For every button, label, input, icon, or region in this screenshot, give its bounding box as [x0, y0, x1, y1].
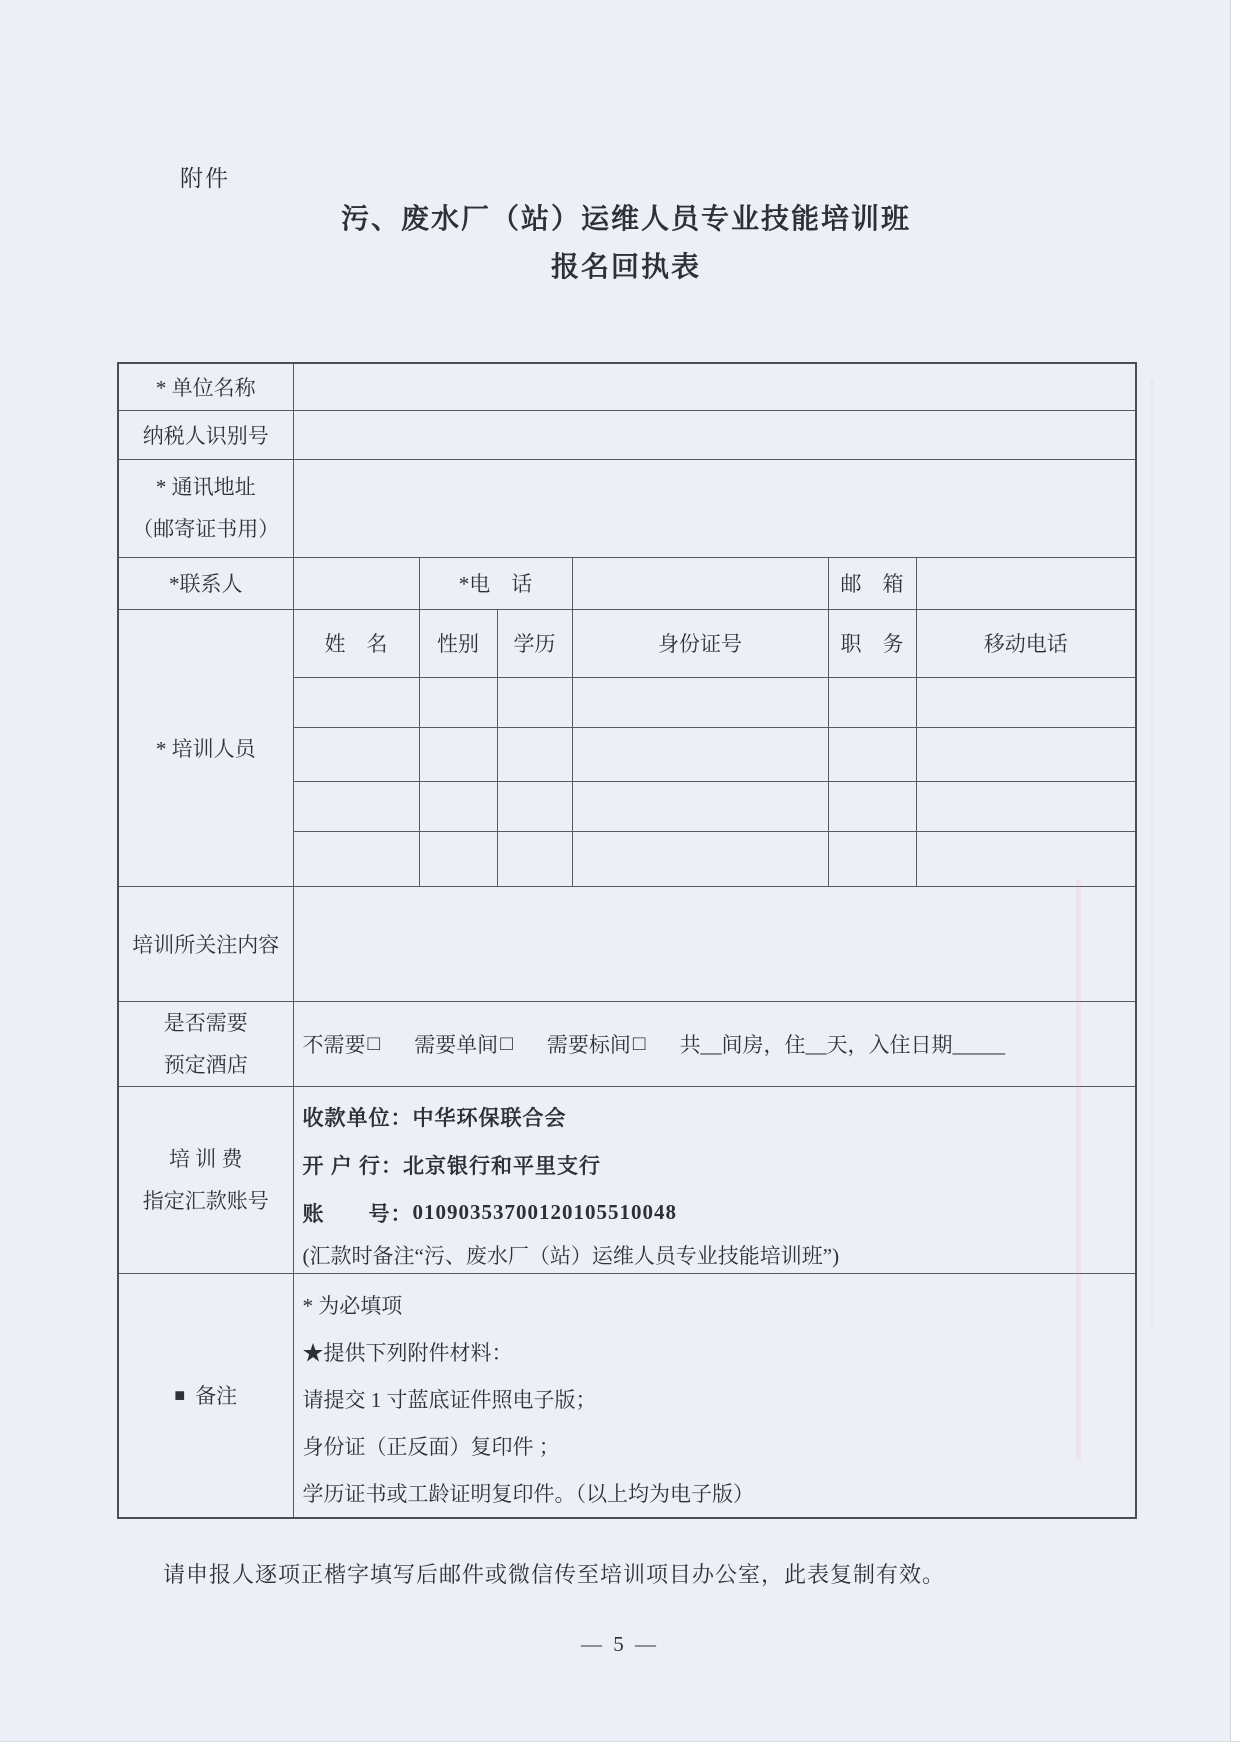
trainee-cell — [828, 727, 916, 781]
trainee-cell — [293, 831, 419, 886]
fee-label-line2: 指定汇款账号 — [142, 1188, 269, 1213]
remarks-label: 备注 — [195, 1384, 238, 1408]
attachment-label: 附件 — [180, 166, 230, 191]
page-number: — 5 — — [581, 1632, 659, 1656]
trainee-cell — [293, 781, 419, 831]
hotel-row — [118, 1001, 1136, 1086]
hotel-label — [118, 1001, 293, 1086]
email-label: 邮 箱 — [828, 557, 916, 609]
trainee-cell — [419, 831, 497, 886]
phone-label: *电 话 — [419, 557, 572, 609]
address-field — [293, 459, 1136, 557]
footer-instruction: 请申报人逐项正楷字填写后邮件或微信传至培训项目办公室，此表复制有效。 — [163, 1562, 946, 1587]
hotel-fill-in-text: 共__间房，住__天，入住日期_____ — [679, 1032, 1006, 1057]
trainee-cell — [916, 677, 1136, 727]
remark-required-note: * 为必填项 — [302, 1294, 403, 1318]
registration-form-table — [117, 362, 1137, 1519]
hotel-option-standard: 需要标间 □ — [546, 1031, 646, 1057]
fee-account-row — [118, 1086, 1136, 1273]
trainee-cell — [497, 727, 572, 781]
fee-label-line1: 培 训 费 — [169, 1146, 243, 1171]
trainee-cell — [419, 781, 497, 831]
contact-label: *联系人 — [118, 557, 293, 609]
account-line — [303, 1189, 1136, 1237]
bank-line: 开 户 行：北京银行和平里支行 — [302, 1153, 601, 1178]
contact-row — [118, 557, 1136, 609]
remarks-label-cell — [118, 1273, 293, 1518]
trainee-col-mobile: 移动电话 — [916, 609, 1136, 677]
trainee-cell — [419, 727, 497, 781]
payee-line: 收款单位：中华环保联合会 — [302, 1105, 567, 1130]
scan-edge-right — [1230, 0, 1240, 1753]
address-label-line2: （邮寄证书用） — [132, 517, 280, 541]
scan-edge-bottom — [0, 1741, 1240, 1753]
account-number: 01090353700120105510048 — [412, 1200, 677, 1224]
account-label: 账 号： — [302, 1201, 413, 1226]
trainee-cell — [497, 677, 572, 727]
trainee-col-id-number: 身份证号 — [572, 609, 828, 677]
trainee-cell — [497, 831, 572, 886]
checkbox-icon: □ — [367, 1031, 381, 1055]
hotel-label-line2: 预定酒店 — [163, 1052, 248, 1077]
email-field — [916, 557, 1136, 609]
scan-artifact-streak — [1150, 380, 1154, 1330]
checkbox-icon: □ — [500, 1031, 513, 1055]
hotel-option-none: 不需要 □ — [302, 1031, 381, 1057]
trainee-cell — [916, 831, 1136, 886]
trainee-cell — [419, 677, 497, 727]
remarks-row — [118, 1273, 1136, 1518]
fee-label — [118, 1086, 293, 1273]
remarks-content-cell — [293, 1273, 1136, 1518]
company-name-row — [118, 363, 1136, 410]
trainee-cell — [572, 831, 828, 886]
black-square-icon: ■ — [174, 1385, 186, 1405]
remark-attachments-heading: ★提供下列附件材料： — [302, 1341, 513, 1365]
document-title-line2: 报名回执表 — [550, 252, 701, 283]
fee-details-cell — [293, 1086, 1136, 1273]
trainees-label: * 培训人员 — [118, 609, 293, 886]
taxpayer-id-label: 纳税人识别号 — [118, 410, 293, 459]
trainee-cell — [916, 781, 1136, 831]
company-name-field — [293, 363, 1136, 410]
trainee-cell — [916, 727, 1136, 781]
hotel-label-line1: 是否需要 — [163, 1010, 248, 1035]
training-focus-row — [118, 886, 1136, 1001]
remark-diploma-copy: 学历证书或工龄证明复印件。（以上均为电子版） — [302, 1482, 754, 1506]
trainee-cell — [293, 727, 419, 781]
trainee-col-education: 学历 — [497, 609, 572, 677]
remark-photo: 请提交 1 寸蓝底证件照电子版； — [302, 1388, 597, 1412]
trainee-col-name: 姓 名 — [293, 609, 419, 677]
taxpayer-id-row — [118, 410, 1136, 459]
scan-artifact-streak — [1076, 880, 1081, 1460]
taxpayer-id-field — [293, 410, 1136, 459]
contact-name-field — [293, 557, 419, 609]
trainee-cell — [828, 781, 916, 831]
remark-id-copy: 身份证（正反面）复印件 ； — [302, 1435, 560, 1459]
trainee-cell — [828, 677, 916, 727]
company-name-label: * 单位名称 — [118, 363, 293, 410]
hotel-options-cell — [293, 1001, 1136, 1086]
trainee-cell — [572, 677, 828, 727]
trainee-cell — [828, 831, 916, 886]
hotel-option-single: 需要单间 □ — [414, 1031, 513, 1057]
trainee-cell — [572, 727, 828, 781]
trainee-cell — [572, 781, 828, 831]
trainee-cell — [293, 677, 419, 727]
checkbox-icon: □ — [632, 1031, 646, 1055]
document-title — [117, 196, 1135, 292]
address-label-line1: * 通讯地址 — [155, 475, 256, 499]
remit-note: (汇款时备注“污、废水厂（站）运维人员专业技能培训班”) — [302, 1243, 840, 1268]
address-row — [118, 459, 1136, 557]
trainee-header-row — [118, 609, 1136, 677]
address-label — [118, 459, 293, 557]
training-focus-field — [293, 886, 1136, 1001]
trainee-col-gender: 性别 — [419, 609, 497, 677]
trainee-col-position: 职 务 — [828, 609, 916, 677]
document-title-line1: 污、废水厂（站）运维人员专业技能培训班 — [340, 204, 911, 235]
training-focus-label: 培训所关注内容 — [118, 886, 293, 1001]
phone-field — [572, 557, 828, 609]
trainee-cell — [497, 781, 572, 831]
